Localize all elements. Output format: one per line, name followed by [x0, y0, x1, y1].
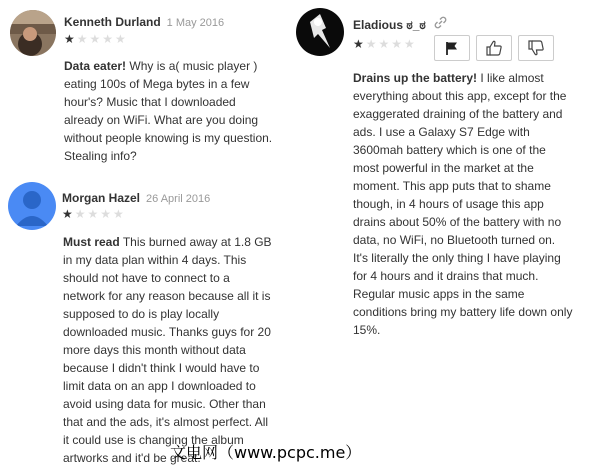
star-rating	[353, 38, 417, 50]
review-title: Data eater!	[64, 59, 127, 73]
review-title: Must read	[63, 235, 120, 249]
thumbs-up-icon	[485, 39, 503, 57]
review-body	[64, 57, 274, 165]
thumbs-down-button[interactable]	[518, 35, 554, 61]
thumbs-up-button[interactable]	[476, 35, 512, 61]
flag-icon	[444, 40, 460, 56]
star-rating	[64, 33, 128, 45]
star-icon: ★	[64, 32, 77, 46]
review-actions	[434, 35, 554, 61]
star-icon: ★	[353, 37, 366, 51]
review-date: 1 May 2016	[166, 17, 225, 29]
thumbs-down-icon	[527, 39, 545, 57]
author-name[interactable]: Kenneth Durland	[64, 15, 161, 29]
star-rating	[62, 208, 126, 220]
review-text: This burned away at 1.8 GB in my data plan within 4 days. This should not have to connect to a network for any reason because all it is supposed to do is play locally downloaded music. Thanks guys for 20 more days this month without data because I didn't think I would have to limit data on an app I downloaded to avoid using data for music. Other than that and the ads, it's almost perfect. All it could use is changing the album artworks and it'd be great.	[63, 235, 272, 465]
star-icon: ★★★★	[365, 37, 417, 51]
review-body	[353, 69, 573, 339]
review-text: Why is a( music player ) eating 100s of Mega bytes in a few hour's? Music that I downloaded already on WiFi. What are you doing without people knowing is my question. Stealing info?	[64, 59, 273, 163]
author-name[interactable]: Morgan Hazel	[62, 191, 141, 205]
review-morgan	[8, 182, 298, 472]
watermark: 文电网（www.pcpc.me）	[170, 443, 362, 462]
review-date: 26 April 2016	[146, 193, 211, 205]
link-icon[interactable]	[434, 16, 447, 34]
review-text: I like almost everything about this app, except for the exaggerated draining of the battery and ads. I use a Galaxy S7 Edge with 3600mah battery which is one of the most powerful in the market at the moment. This app puts that to shame though, in 4 hours of usage this app drains about 50% of the battery with no data, no WiFi, no Bluetooth turned on. It's literally the only thing I have playing for 4 hours and it drains that much. Regular music apps in the same conditions bring my battery life down only 15%.	[353, 71, 573, 337]
flag-button[interactable]	[434, 35, 470, 61]
avatar[interactable]	[10, 10, 56, 56]
star-icon: ★★★★	[76, 32, 128, 46]
author-name[interactable]: Eladious ಠ_ಠ	[353, 18, 426, 33]
star-icon: ★	[62, 207, 75, 221]
review-title: Drains up the battery!	[353, 71, 478, 85]
avatar[interactable]	[296, 8, 344, 56]
review-kenneth	[10, 10, 300, 180]
star-icon: ★★★★	[74, 207, 126, 221]
avatar[interactable]	[8, 182, 56, 230]
review-body	[63, 233, 273, 467]
